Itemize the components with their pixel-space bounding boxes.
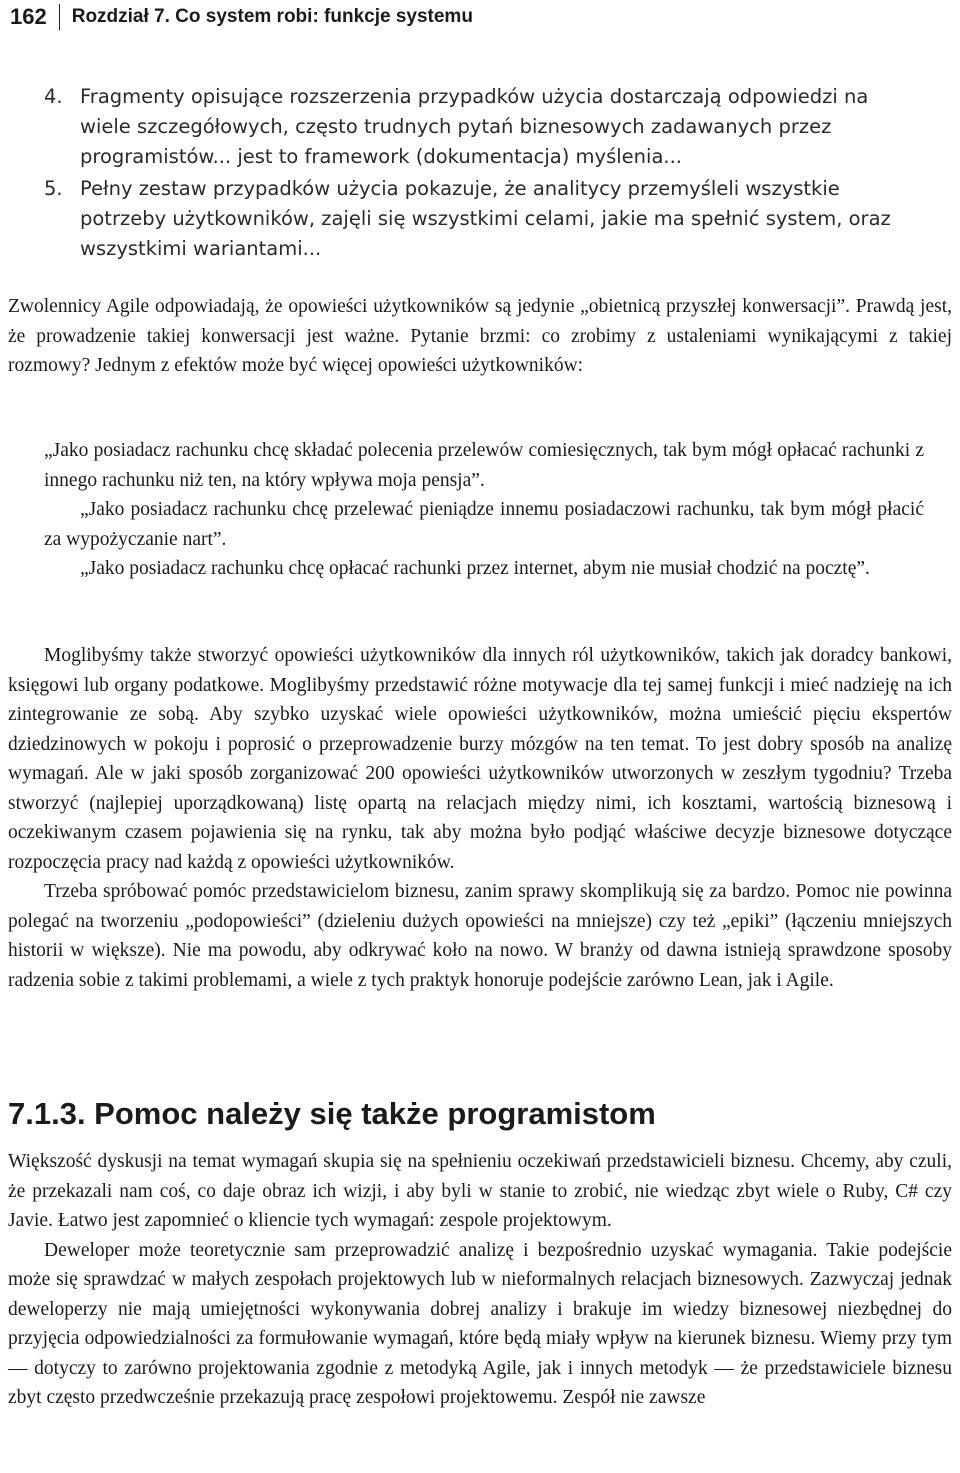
numbered-list	[44, 82, 924, 266]
quote-story: „Jako posiadacz rachunku chcę opłacać rachunki przez internet, abym nie musiał chodzić na pocztę”.	[80, 558, 870, 579]
list-item-text: Fragmenty opisujące rozszerzenia przypadków użycia dostarczają odpowiedzi na wiele szczegółowych, często trudnych pytań biznesowych zadawanych przez programistów... jest to framework (dokumentacja) myślenia...	[80, 85, 869, 168]
list-item	[44, 174, 924, 264]
running-header	[10, 2, 473, 32]
user-stories-quotes	[44, 436, 924, 584]
section-body-block	[8, 1147, 952, 1413]
header-divider	[59, 4, 60, 30]
list-item-text: Pełny zestaw przypadków użycia pokazuje, że analitycy przemyśleli wszystkie potrzeby użytkowników, zajęli się wszystkimi celami, jakie ma spełnić system, oraz wszystkimi wariantami...	[80, 177, 891, 260]
section-heading: 7.1.3. Pomoc należy się także programistom	[8, 1096, 656, 1131]
quote-story: „Jako posiadacz rachunku chcę składać polecenia przelewów comiesięcznych, tak bym mógł opłacać rachunki z innego rachunku niż ten, na który wpływa moja pensja”.	[44, 440, 924, 491]
list-item	[44, 82, 924, 172]
body-text-block	[8, 641, 952, 995]
agile-paragraph-block	[8, 292, 952, 381]
paragraph-section-2: Deweloper może teoretycznie sam przeprowadzić analizę i bezpośrednio uzyskać wymagania. Takie podejście może się sprawdzać w małych zespołach projektowych lub w nieformalnych relacjach biznesowych. Zazwyczaj jednak deweloperzy nie mają umiejętności wykonywania dobrej analizy i brakuje im wiedzy biznesowej niezbędnej do przyjęcia odpowiedzialności za formułowanie wymagań, które będą miały wpływ na kierunek biznesu. Wiemy przy tym — dotyczy to zarówno projektowania zgodnie z metodyką Agile, jak i innych metodyk — że przedstawiciele biznesu zbyt często przedwcześnie przekazują pracę zespołowi projektowemu. Zespół nie zawsze	[8, 1239, 952, 1408]
quote-story: „Jako posiadacz rachunku chcę przelewać pieniądze innemu posiadaczowi rachunku, tak bym mógł płacić za wypożyczanie nart”.	[44, 499, 924, 550]
chapter-title: Rozdział 7. Co system robi: funkcje systemu	[71, 6, 473, 27]
list-item-number: 5.	[44, 177, 63, 200]
paragraph-roles: Moglibyśmy także stworzyć opowieści użytkowników dla innych ról użytkowników, takich jak doradcy bankowi, księgowi lub organy podatkowe. Moglibyśmy przedstawić różne motywacje dla tej samej funkcji i mieć nadzieję na ich zintegrowanie ze sobą. Aby szybko uzyskać wiele opowieści użytkowników, można umieścić pięciu ekspertów dziedzinowych w pokoju i poprosić o przeprowadzenie burzy mózgów na ten temat. To jest dobry sposób na analizę wymagań. Ale w jaki sposób zorganizować 200 opowieści użytkowników utworzonych w zeszłym tygodniu? Trzeba stworzyć (najlepiej uporządkowaną) listę opartą na relacjach między nimi, ich kosztami, wartością biznesową i oczekiwanym czasem pojawienia się na rynku, tak aby można było podjąć właściwe decyzje biznesowe dotyczące rozpoczęcia pracy nad każdą z opowieści użytkowników.	[8, 645, 952, 873]
paragraph-section-1: Większość dyskusji na temat wymagań skupia się na spełnieniu oczekiwań przedstawicieli biznesu. Chcemy, aby czuli, że przekazali nam coś, co daje obraz ich wizji, i aby byli w stanie to zrobić, nie wiedząc zbyt wiele o Ruby, C# czy Javie. Łatwo jest zapomnieć o kliencie tych wymagań: zespole projektowym.	[8, 1151, 952, 1231]
list-item-number: 4.	[44, 85, 63, 108]
page-number: 162	[10, 4, 47, 29]
paragraph-help: Trzeba spróbować pomóc przedstawicielom biznesu, zanim sprawy skomplikują się za bardzo. Pomoc nie powinna polegać na tworzeniu „podopowieści” (dzieleniu dużych opowieści na mniejsze) czy też „epiki” (łączeniu mniejszych historii w większe). Nie ma powodu, aby odkrywać koło na nowo. W branży od dawna istnieją sprawdzone sposoby radzenia sobie z takimi problemami, a wiele z tych praktyk honoruje podejście zarówno Lean, jak i Agile.	[8, 881, 952, 991]
paragraph-agile: Zwolennicy Agile odpowiadają, że opowieści użytkowników są jedynie „obietnicą przyszłej konwersacji”. Prawdą jest, że prowadzenie takiej konwersacji jest ważne. Pytanie brzmi: co zrobimy z ustaleniami wynikającymi z takiej rozmowy? Jednym z efektów może być więcej opowieści użytkowników:	[8, 296, 952, 376]
